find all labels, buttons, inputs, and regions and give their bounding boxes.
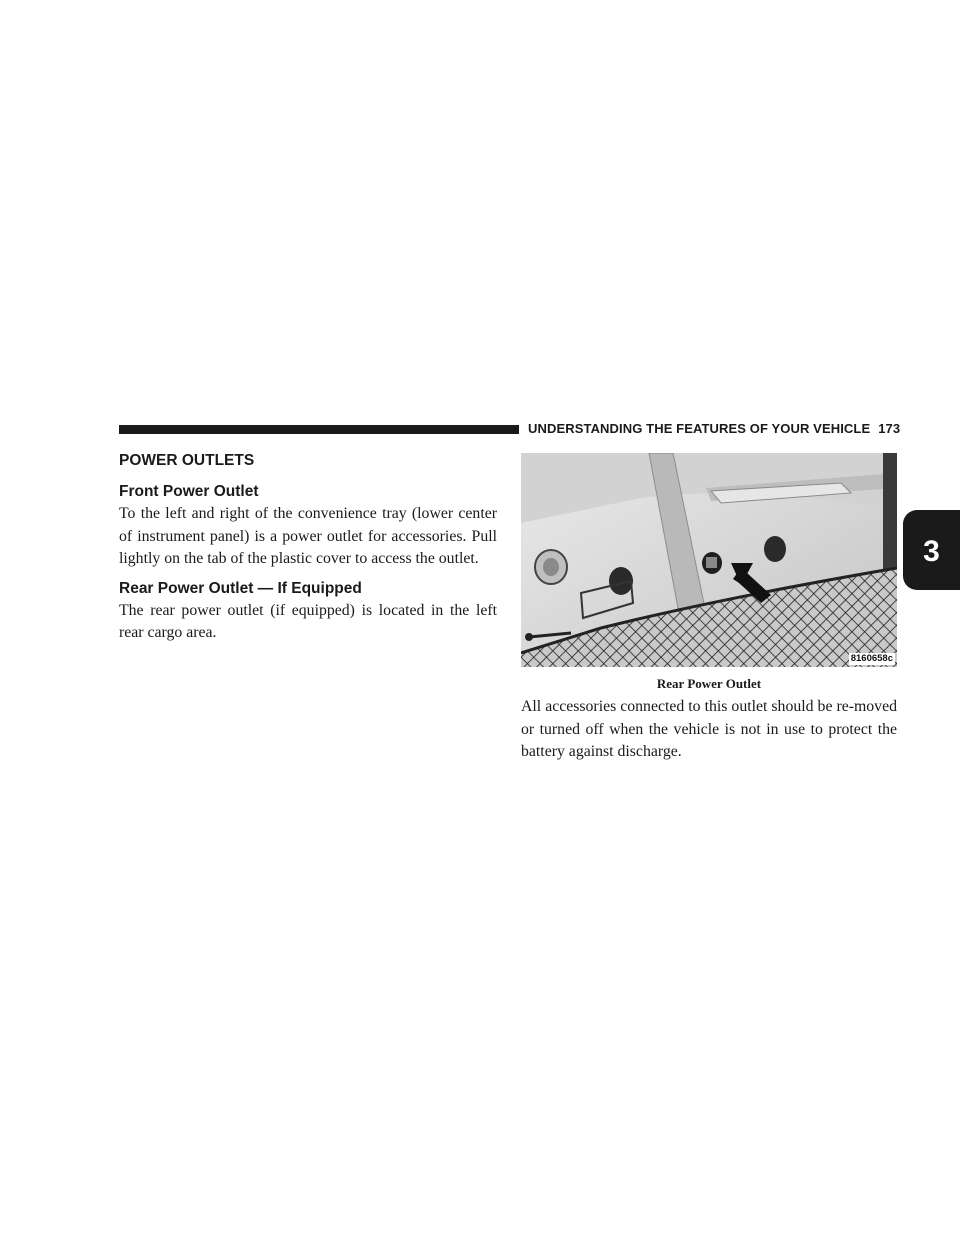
front-outlet-heading: Front Power Outlet: [119, 483, 259, 500]
rear-outlet-heading: Rear Power Outlet — If Equipped: [119, 579, 362, 597]
running-header: [528, 421, 901, 437]
figure-code: 8160658c: [850, 653, 893, 664]
cargo-area-drawing: [521, 453, 897, 667]
front-outlet-text: To the left and right of the convenience tray (lower center of instrument panel) is a power outlet for accessories. Pull lightly on the tab of the plastic cover to access the outlet.: [119, 505, 497, 568]
page-number: 173: [878, 421, 901, 436]
header-title: UNDERSTANDING THE FEATURES OF YOUR VEHICLE: [528, 421, 871, 436]
battery-note-text: All accessories connected to this outlet should be re-moved or turned off when the vehicle is not in use to protect the battery against discharge.: [521, 698, 897, 761]
chapter-number: 3: [923, 535, 940, 568]
rear-power-outlet-illustration: [521, 453, 897, 667]
rear-outlet-text: The rear power outlet (if equipped) is located in the left rear cargo area.: [119, 601, 497, 642]
figure-caption: Rear Power Outlet: [656, 676, 762, 691]
chapter-tab: [903, 510, 960, 590]
left-column: [119, 451, 497, 653]
header-rule: [119, 425, 519, 434]
right-column: [521, 696, 897, 772]
section-title: POWER OUTLETS: [119, 452, 255, 469]
